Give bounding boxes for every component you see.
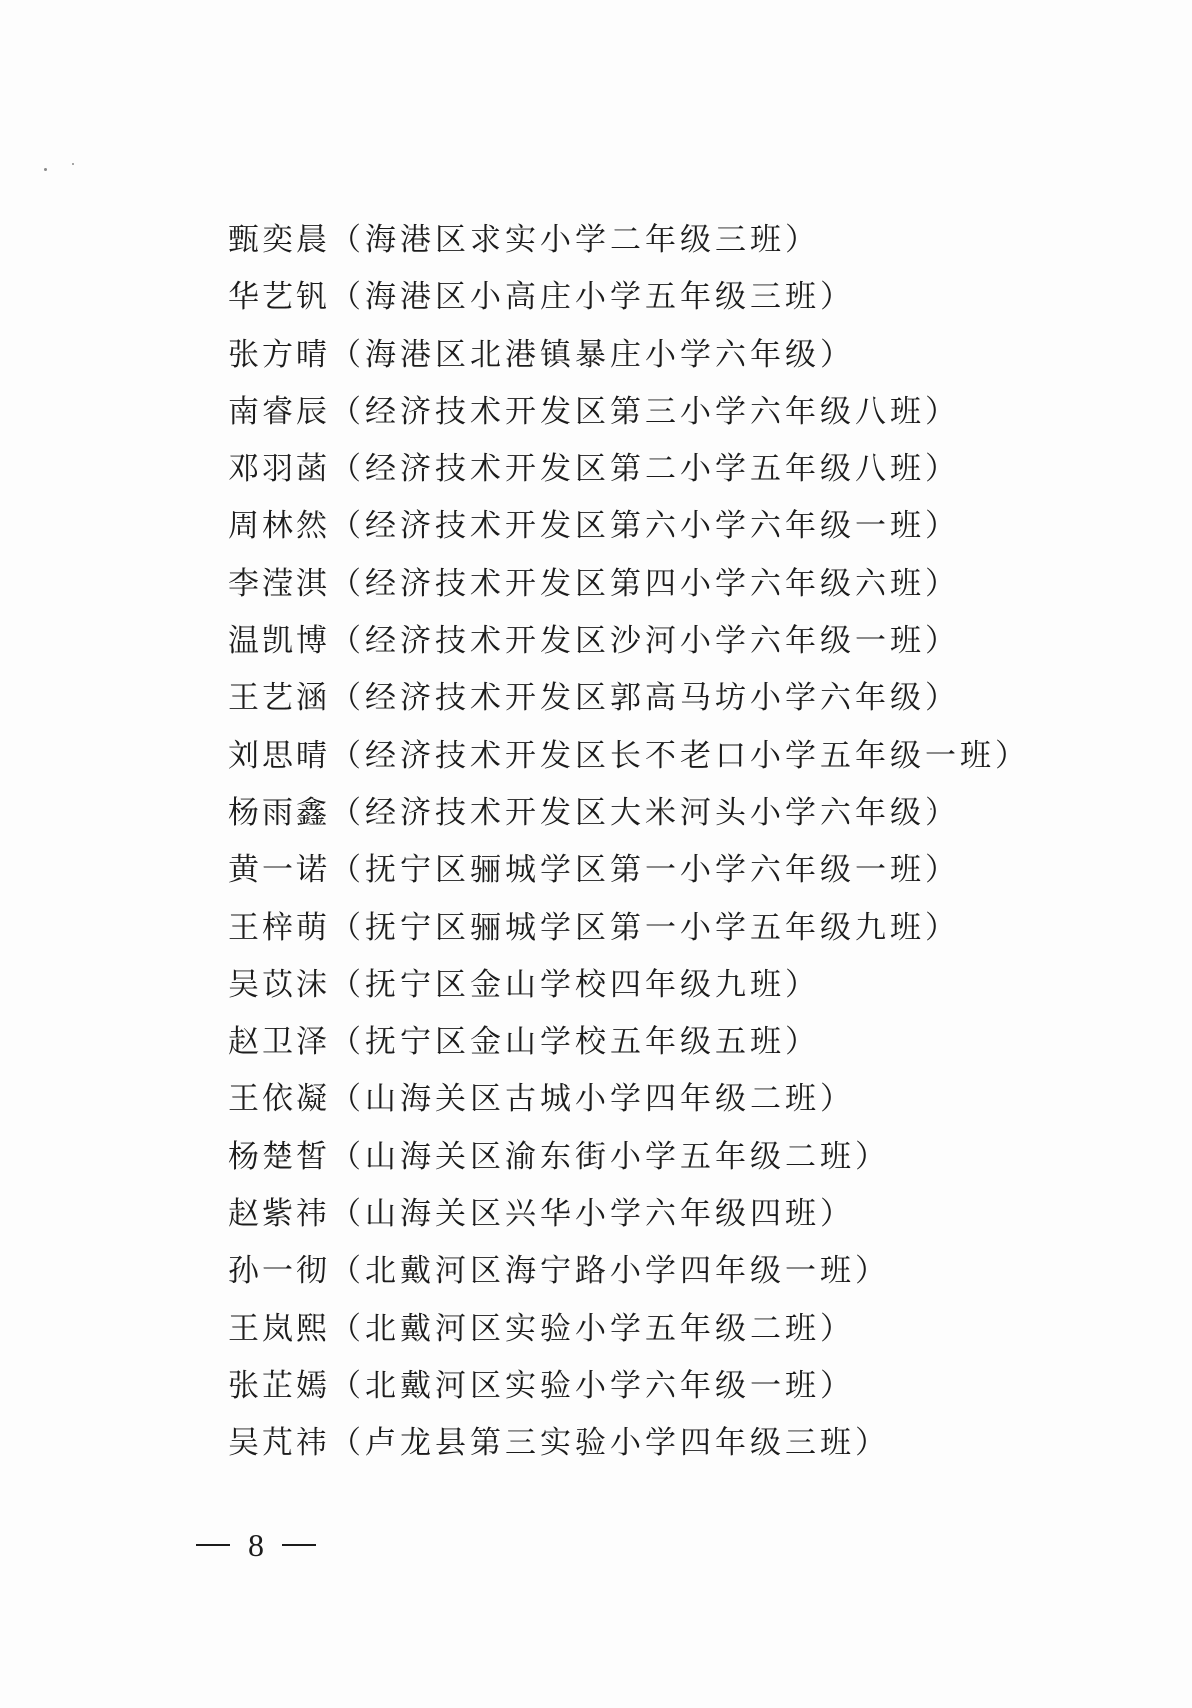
footer-dash-right (282, 1544, 316, 1546)
student-school: （山海关区兴华小学六年级四班） (330, 1196, 855, 1233)
page-number: 8 (248, 1527, 264, 1563)
student-name: 刘思晴 (228, 737, 330, 774)
list-item (228, 613, 1128, 670)
student-name: 张芷嫣 (228, 1367, 330, 1404)
student-name: 南睿辰 (228, 393, 330, 430)
student-list (228, 212, 1128, 1473)
student-name: 杨雨鑫 (228, 794, 330, 831)
student-name: 赵卫泽 (228, 1024, 330, 1061)
list-item (228, 1186, 1128, 1243)
student-school: （海港区求实小学二年级三班） (330, 222, 820, 258)
student-school: （经济技术开发区大米河头小学六年级） (330, 794, 960, 831)
student-name: 孙一彻 (228, 1253, 330, 1290)
student-school: （经济技术开发区第四小学六年级六班） (330, 565, 960, 602)
student-school: （北戴河区实验小学六年级一班） (330, 1367, 855, 1404)
scan-speck (44, 168, 47, 171)
list-item (228, 670, 1128, 727)
student-school: （山海关区渝东街小学五年级二班） (330, 1138, 890, 1175)
student-school: （经济技术开发区沙河小学六年级一班） (330, 623, 960, 660)
student-school: （北戴河区实验小学五年级二班） (330, 1310, 855, 1347)
student-name: 王依凝 (228, 1081, 330, 1118)
student-name: 吴苡沫 (228, 966, 330, 1003)
list-item (228, 269, 1128, 326)
list-item (228, 556, 1128, 613)
list-item (228, 1129, 1128, 1186)
page-footer (196, 1525, 316, 1565)
student-school: （抚宁区骊城学区第一小学五年级九班） (330, 909, 960, 946)
student-school: （海港区北港镇暴庄小学六年级） (330, 336, 855, 373)
list-item (228, 1415, 1128, 1472)
student-name: 王梓萌 (228, 909, 330, 946)
student-school: （抚宁区金山学校四年级九班） (330, 966, 820, 1003)
student-name: 华艺钒 (228, 279, 330, 316)
list-item (228, 1014, 1128, 1071)
student-name: 赵紫祎 (228, 1196, 330, 1233)
student-name: 吴芃祎 (228, 1425, 330, 1462)
student-school: （经济技术开发区郭高马坊小学六年级） (330, 680, 960, 717)
student-name: 杨楚皙 (228, 1138, 330, 1175)
footer-dash-left (196, 1544, 230, 1546)
list-item (228, 498, 1128, 555)
student-school: （卢龙县第三实验小学四年级三班） (330, 1425, 890, 1462)
student-school: （经济技术开发区第六小学六年级一班） (330, 508, 960, 545)
list-item (228, 384, 1128, 441)
student-name: 王艺涵 (228, 680, 330, 717)
student-school: （北戴河区海宁路小学四年级一班） (330, 1253, 890, 1290)
list-item (228, 785, 1128, 842)
list-item (228, 1071, 1128, 1128)
student-name: 温凯博 (228, 623, 330, 660)
list-item (228, 1301, 1128, 1358)
student-name: 邓羽菡 (228, 451, 330, 488)
student-name: 李滢淇 (228, 565, 330, 602)
student-school: （经济技术开发区第三小学六年级八班） (330, 393, 960, 430)
student-school: （抚宁区金山学校五年级五班） (330, 1024, 820, 1061)
student-school: （经济技术开发区第二小学五年级八班） (330, 451, 960, 488)
list-item (228, 728, 1128, 785)
student-school: （抚宁区骊城学区第一小学六年级一班） (330, 852, 960, 889)
student-school: （山海关区古城小学四年级二班） (330, 1081, 855, 1118)
list-item (228, 842, 1128, 899)
list-item (228, 957, 1128, 1014)
list-item (228, 212, 1128, 269)
student-name: 张方晴 (228, 336, 330, 373)
student-name: 甄奕晨 (228, 222, 330, 258)
student-school: （海港区小高庄小学五年级三班） (330, 279, 855, 316)
list-item (228, 441, 1128, 498)
list-item (228, 327, 1128, 384)
student-name: 王岚熙 (228, 1310, 330, 1347)
list-item (228, 1243, 1128, 1300)
student-name: 黄一诺 (228, 852, 330, 889)
list-item (228, 1358, 1128, 1415)
student-school: （经济技术开发区长不老口小学五年级一班） (330, 737, 1030, 774)
scan-speck (72, 163, 74, 165)
student-name: 周林然 (228, 508, 330, 545)
list-item (228, 900, 1128, 957)
